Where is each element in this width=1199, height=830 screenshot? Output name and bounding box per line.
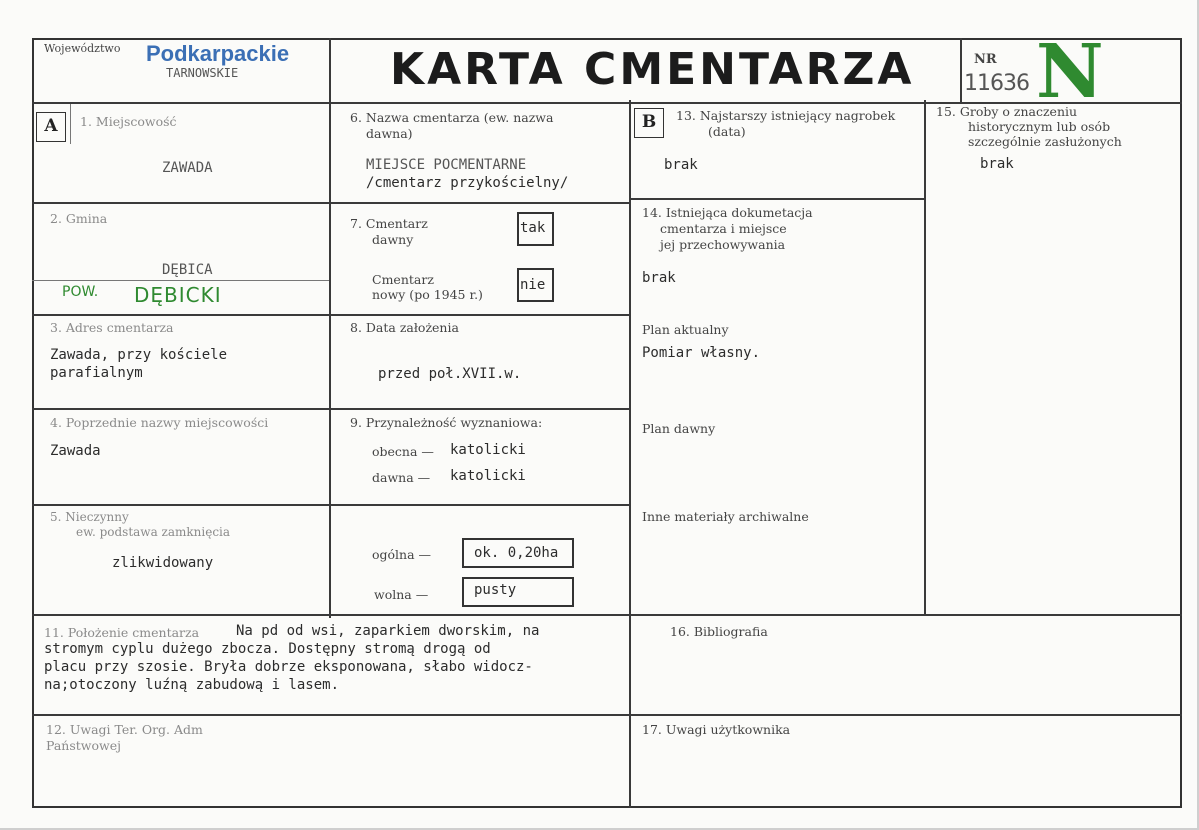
f15-label-line1: 15. Groby o znaczeniu <box>936 104 1078 119</box>
divider <box>960 38 962 102</box>
wojewodztwo-value: TARNOWSKIE <box>166 66 239 80</box>
f14-label-line1: 14. Istniejąca dokumetacja <box>642 205 813 220</box>
divider <box>32 280 329 281</box>
f5-label-line2: ew. podstawa zamknięcia <box>76 525 231 539</box>
wojewodztwo-label: Województwo <box>44 42 121 55</box>
plan-dawny-label: Plan dawny <box>642 421 716 436</box>
f13-value: brak <box>664 157 698 173</box>
inne-materialy-label: Inne materiały archiwalne <box>642 509 809 524</box>
f3-value-line1: Zawada, przy kościele <box>50 347 228 363</box>
f11-line1: Na pd od wsi, zaparkiem dworskim, na <box>236 623 540 639</box>
f8-value: przed poł.XVII.w. <box>378 366 522 382</box>
f2-value: DĘBICA <box>162 262 213 278</box>
f10-wolna-label: wolna — <box>374 587 429 602</box>
divider <box>32 314 629 316</box>
f1-value: ZAWADA <box>162 160 213 176</box>
f10-ogolna-value: ok. 0,20ha <box>474 545 559 561</box>
plan-aktualny-value: Pomiar własny. <box>642 345 761 361</box>
f9-dawna-label: dawna — <box>372 470 431 485</box>
section-a-badge: A <box>36 112 66 142</box>
f17-label: 17. Uwagi użytkownika <box>642 722 791 737</box>
f11-label: 11. Położenie cmentarza <box>44 625 200 640</box>
f2-label: 2. Gmina <box>50 211 108 226</box>
f4-label: 4. Poprzednie nazwy miejscowości <box>50 415 269 430</box>
f9-obecna-value: katolicki <box>450 442 526 458</box>
divider <box>70 104 71 144</box>
f15-label-line3: szczególnie zasłużonych <box>968 134 1122 149</box>
f2-pow-label: POW. <box>62 284 99 300</box>
f15-value: brak <box>980 156 1014 172</box>
divider <box>32 714 1182 716</box>
wojewodztwo-stamp: Podkarpackie <box>146 41 290 66</box>
f8-label: 8. Data założenia <box>350 320 459 335</box>
f7-nowy-line1: Cmentarz <box>372 272 434 287</box>
nr-value: 11636 <box>964 71 1029 96</box>
divider <box>32 614 1182 616</box>
divider <box>32 504 629 506</box>
f9-label: 9. Przynależność wyznaniowa: <box>350 415 543 430</box>
divider <box>629 198 924 200</box>
f14-value: brak <box>642 270 676 286</box>
plan-aktualny-label: Plan aktualny <box>642 322 729 337</box>
f6-value-line2: /cmentarz przykościelny/ <box>366 175 569 191</box>
f14-label-line3: jej przechowywania <box>660 237 786 252</box>
f7-nowy-value: nie <box>520 277 546 293</box>
f1-label: 1. Miejscowość <box>80 114 177 129</box>
f12-label-line2: Państwowej <box>46 738 121 753</box>
f13-label-line2: (data) <box>708 124 746 139</box>
divider <box>329 38 331 618</box>
f7-label-line1: 7. Cmentarz <box>350 216 428 231</box>
f4-value: Zawada <box>50 443 101 459</box>
f6-label-line2: dawna) <box>366 126 413 141</box>
divider <box>32 408 629 410</box>
divider <box>32 202 629 204</box>
divider <box>924 100 926 616</box>
f2-pow-value: DĘBICKI <box>134 283 222 307</box>
f13-label-line1: 13. Najstarszy istniejący nagrobek <box>676 108 896 123</box>
f11-line3: placu przy szosie. Bryła dobrze eksponowana, słabo widocz- <box>44 659 533 675</box>
f6-value-line1: MIEJSCE POCMENTARNE <box>366 157 527 173</box>
f11-line2: stromym cyplu dużego zbocza. Dostępny stromą drogą od <box>44 641 491 657</box>
f7-label-line2: dawny <box>372 232 414 247</box>
nr-label: NR <box>974 52 997 67</box>
f9-dawna-value: katolicki <box>450 468 526 484</box>
f3-value-line2: parafialnym <box>50 365 143 381</box>
f14-label-line2: cmentarza i miejsce <box>660 221 787 236</box>
divider <box>629 100 631 808</box>
f7-nowy-line2: nowy (po 1945 r.) <box>372 287 483 302</box>
f10-ogolna-label: ogólna — <box>372 547 432 562</box>
section-b-badge: B <box>634 108 664 138</box>
f15-label-line2: historycznym lub osób <box>968 119 1111 134</box>
nr-letter: N <box>1036 29 1104 115</box>
f16-label: 16. Bibliografia <box>670 624 768 639</box>
f3-label: 3. Adres cmentarza <box>50 320 174 335</box>
f10-wolna-value: pusty <box>474 582 517 598</box>
f12-label-line1: 12. Uwagi Ter. Org. Adm <box>46 722 203 737</box>
f6-label-line1: 6. Nazwa cmentarza (ew. nazwa <box>350 110 554 125</box>
f11-line4: na;otoczony luźną zabudową i lasem. <box>44 677 340 693</box>
f5-label-line1: 5. Nieczynny <box>50 510 129 524</box>
f9-obecna-label: obecna — <box>372 444 434 459</box>
card-title: KARTA CMENTARZA <box>390 44 915 95</box>
f5-value: zlikwidowany <box>112 555 214 571</box>
f7-dawny-value: tak <box>520 220 546 236</box>
